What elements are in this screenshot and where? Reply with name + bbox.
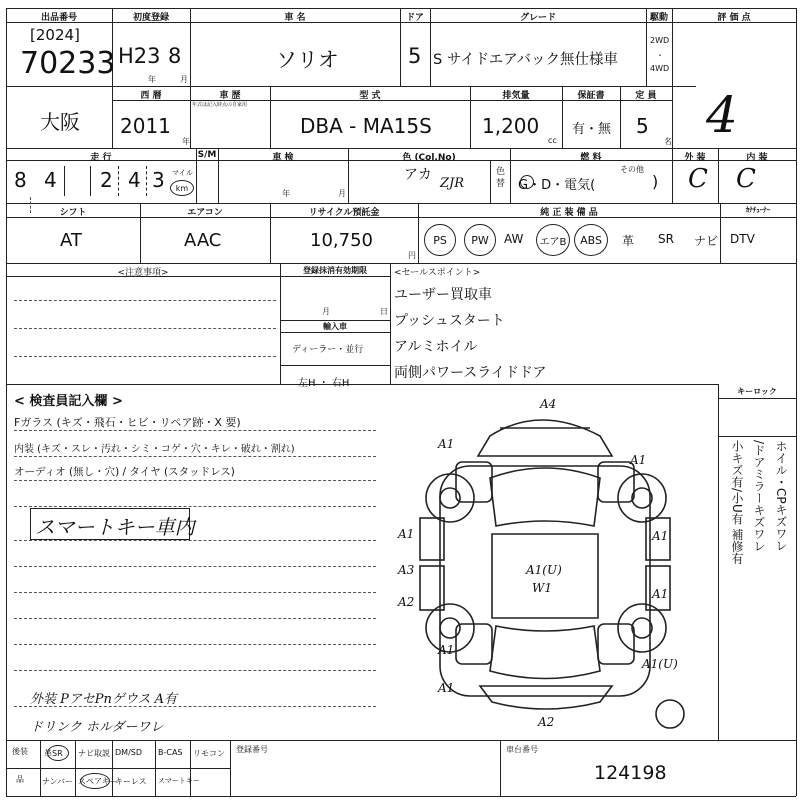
caution-label: <注意事項> — [117, 268, 169, 278]
damage-mark: A1 — [652, 587, 669, 601]
displacement-value: 1,200 — [482, 114, 540, 138]
shift-label: シフト — [59, 208, 87, 218]
footer-item: B-CAS — [158, 748, 183, 757]
interior-grade: C — [736, 164, 756, 194]
first-reg-label: 初度登録 — [132, 13, 169, 23]
fuel-close: ) — [652, 172, 659, 191]
mileage-digit: 4 — [44, 168, 57, 192]
displacement-label: 排気量 — [502, 91, 530, 101]
equipment-navi: ナビ — [694, 234, 719, 248]
import-type: ディーラー・並行 — [292, 345, 364, 355]
damage-mark: A2 — [538, 715, 555, 729]
handwritten-box — [30, 508, 195, 540]
warranty-value: 有・無 — [572, 122, 612, 137]
warranty-label: 保証書 — [577, 91, 605, 101]
damage-mark: A4 — [540, 397, 557, 411]
door-count: 5 — [408, 44, 422, 68]
capacity-label: 定 員 — [635, 91, 657, 101]
model-code-value: DBA - MA15S — [300, 114, 432, 138]
chassis-history-label: 車 歴 — [219, 91, 241, 101]
fuel-value: G・D・電気( — [518, 178, 596, 193]
equipment-abs-circled — [574, 224, 608, 256]
chassis-number: 124198 — [594, 762, 667, 784]
damage-mark: A1 — [652, 529, 669, 543]
sales-point: 両側パワースライドドア — [394, 365, 547, 381]
door-label: ドア — [406, 13, 424, 23]
month-unit: 月 — [180, 75, 188, 84]
exterior-label: 外 装 — [684, 153, 706, 163]
reg-month: 8 — [168, 44, 182, 68]
grade-value: S サイドエアバック無仕様車 — [433, 52, 619, 68]
side-note-line: /ドアミラーキズワレ — [752, 440, 766, 553]
yen-unit: 円 — [408, 251, 416, 260]
drive-label: 駆動 — [649, 13, 668, 23]
score-value: 4 — [706, 86, 738, 144]
equipment-label: 純 正 装 備 品 — [540, 208, 598, 218]
damage-mark: A1 — [438, 681, 455, 695]
model-year-label: 西 暦 — [140, 91, 162, 101]
footer-item: キーレス — [115, 777, 147, 786]
interior-label: 内 装 — [746, 153, 768, 163]
footer-item: ナンバー — [42, 777, 74, 786]
equipment-aw: AW — [504, 232, 524, 246]
inspection-label: 車 検 — [272, 153, 294, 163]
car-name-label: 車 名 — [284, 13, 306, 23]
lot-number: 70233 — [20, 46, 116, 81]
insp-year-unit: 年 — [282, 189, 290, 198]
side-note-line: ホイル・CPキズワレ — [774, 440, 788, 552]
color-number: ZJR — [440, 176, 465, 191]
equipment-item: PW — [471, 233, 489, 247]
reg-era-year: H23 — [118, 44, 161, 68]
color-value: アカ — [404, 167, 432, 183]
equipment-airbag-circled — [536, 224, 570, 256]
footer-item: スマートキー — [158, 777, 200, 785]
damage-mark: A1 — [630, 453, 647, 467]
drive-4wd: 4WD — [650, 64, 670, 73]
inspection-interior: 内装 (キズ・スレ・汚れ・シミ・コゲ・穴・キレ・破れ・割れ) — [14, 444, 295, 455]
fuel-selected-mark — [520, 175, 534, 189]
navi-tuner-label: ｶﾅﾁｭｰﾅｰ — [745, 206, 771, 214]
reg-expiry-month: 月 — [322, 307, 330, 316]
damage-mark: A1 — [438, 643, 455, 657]
footer-item: DM/SD — [115, 748, 142, 757]
footer-item: 革SR — [44, 749, 63, 758]
equipment-item: エアB — [539, 236, 567, 248]
car-damage-diagram — [380, 386, 716, 738]
equipment-pw-circled — [464, 224, 496, 256]
key-rock-label: キーロック — [737, 387, 777, 396]
equipment-ps-circled — [424, 224, 456, 256]
color-change-label: 色替 — [496, 167, 506, 189]
drive-2wd: 2WD — [650, 36, 670, 45]
equipment-sr: SR — [658, 232, 674, 246]
cc-unit: cc — [548, 136, 557, 145]
drive-dot: ・ — [656, 51, 664, 60]
fuel-other: その他 — [620, 165, 644, 174]
handwritten-note-exterior: 外装 PアセPnゲウス A有 — [30, 692, 177, 707]
handwritten-note-drink: ドリンク ホルダーワレ — [30, 720, 164, 735]
side-note-line: 小キズ有/小U有 補修有 — [730, 440, 744, 565]
footer-checked-mark — [80, 773, 110, 789]
sales-points-label: <セールスポイント> — [394, 268, 481, 278]
shift-value: AT — [60, 230, 82, 251]
session-year: [2024] — [30, 26, 80, 44]
year-unit: 年 — [148, 75, 156, 84]
chassis-number-label: 車台番号 — [506, 745, 538, 754]
recycle-value: 10,750 — [310, 230, 373, 251]
sales-point: プッシュスタート — [394, 313, 505, 329]
damage-mark: A1 — [398, 527, 415, 541]
mileage-digit: 4 — [128, 168, 141, 192]
goods-label: 品 — [16, 775, 24, 784]
score-label: 評 価 点 — [717, 13, 751, 23]
mileage-label: 走 行 — [90, 153, 112, 163]
model-year-value: 2011 — [120, 114, 171, 138]
side-damage-note — [722, 440, 792, 736]
aircon-value: AAC — [184, 230, 222, 251]
inspection-fglass: Fガラス (キズ・飛石・ヒビ・リペア跡・X 要) — [14, 416, 241, 429]
damage-mark: A2 — [398, 595, 415, 609]
recycle-label: リサイクル預託金 — [308, 208, 380, 218]
equipment-dtv: DTV — [730, 232, 755, 246]
import-label: 輸入車 — [323, 322, 347, 331]
damage-mark: A1(U) — [642, 657, 678, 671]
damage-mark: A1 — [438, 437, 455, 451]
model-code-label: 型 式 — [359, 91, 381, 101]
handwritten-smart-key: スマートキー車内 — [35, 515, 195, 539]
km-unit: km — [175, 183, 189, 193]
capacity-unit: 名 — [664, 137, 672, 146]
footer-item: リモコン — [193, 749, 225, 758]
aircon-label: エアコン — [187, 208, 223, 218]
steering-side: 左H ・ 右H — [298, 378, 350, 389]
exterior-grade: C — [688, 164, 708, 194]
sales-point: アルミホイル — [394, 339, 478, 355]
insp-month-unit: 月 — [338, 189, 346, 198]
meter-label: S/M — [197, 150, 217, 160]
lot-no-label: 出品番号 — [40, 13, 77, 23]
car-name: ソリオ — [276, 48, 339, 72]
inspection-audio-tire: オーディオ (無し・穴) / タイヤ (スタッドレス) — [14, 466, 235, 478]
grade-label: グレード — [519, 13, 556, 23]
damage-mark: A3 — [398, 563, 415, 577]
mileage-digit: 3 — [152, 168, 165, 192]
inspection-title: < 検査員記入欄 > — [14, 394, 123, 409]
damage-mark: A1(U) — [526, 563, 562, 577]
equipment-item: ABS — [580, 233, 602, 247]
sales-point: ユーザー買取車 — [394, 287, 492, 303]
mileage-digit: 2 — [100, 168, 113, 192]
capacity-value: 5 — [636, 114, 649, 138]
color-label: 色 (Col.No) — [402, 153, 456, 163]
mile-unit: マイル — [172, 169, 193, 177]
rear-fit-label: 後装 — [12, 747, 28, 756]
equipment-item: PS — [433, 233, 447, 247]
equipment-leather: 革 — [622, 234, 635, 248]
reg-expiry-label: 登録抹消有効期限 — [303, 266, 367, 275]
footer-item: ナビ取説 — [78, 749, 110, 758]
fuel-label: 燃 料 — [580, 153, 602, 163]
chassis-note: 年式は記入時点の自家用 — [192, 102, 248, 108]
footer-checked-mark — [47, 745, 69, 761]
venue-value: 大阪 — [40, 110, 80, 134]
reg-number-label: 登録番号 — [236, 745, 268, 754]
damage-mark: W1 — [532, 581, 552, 595]
model-year-unit: 年 — [182, 137, 190, 146]
km-unit-circled — [170, 180, 194, 196]
mileage-digit: 8 — [14, 168, 27, 192]
reg-expiry-day: 日 — [380, 307, 388, 316]
footer-item: スペアキー — [78, 777, 118, 786]
